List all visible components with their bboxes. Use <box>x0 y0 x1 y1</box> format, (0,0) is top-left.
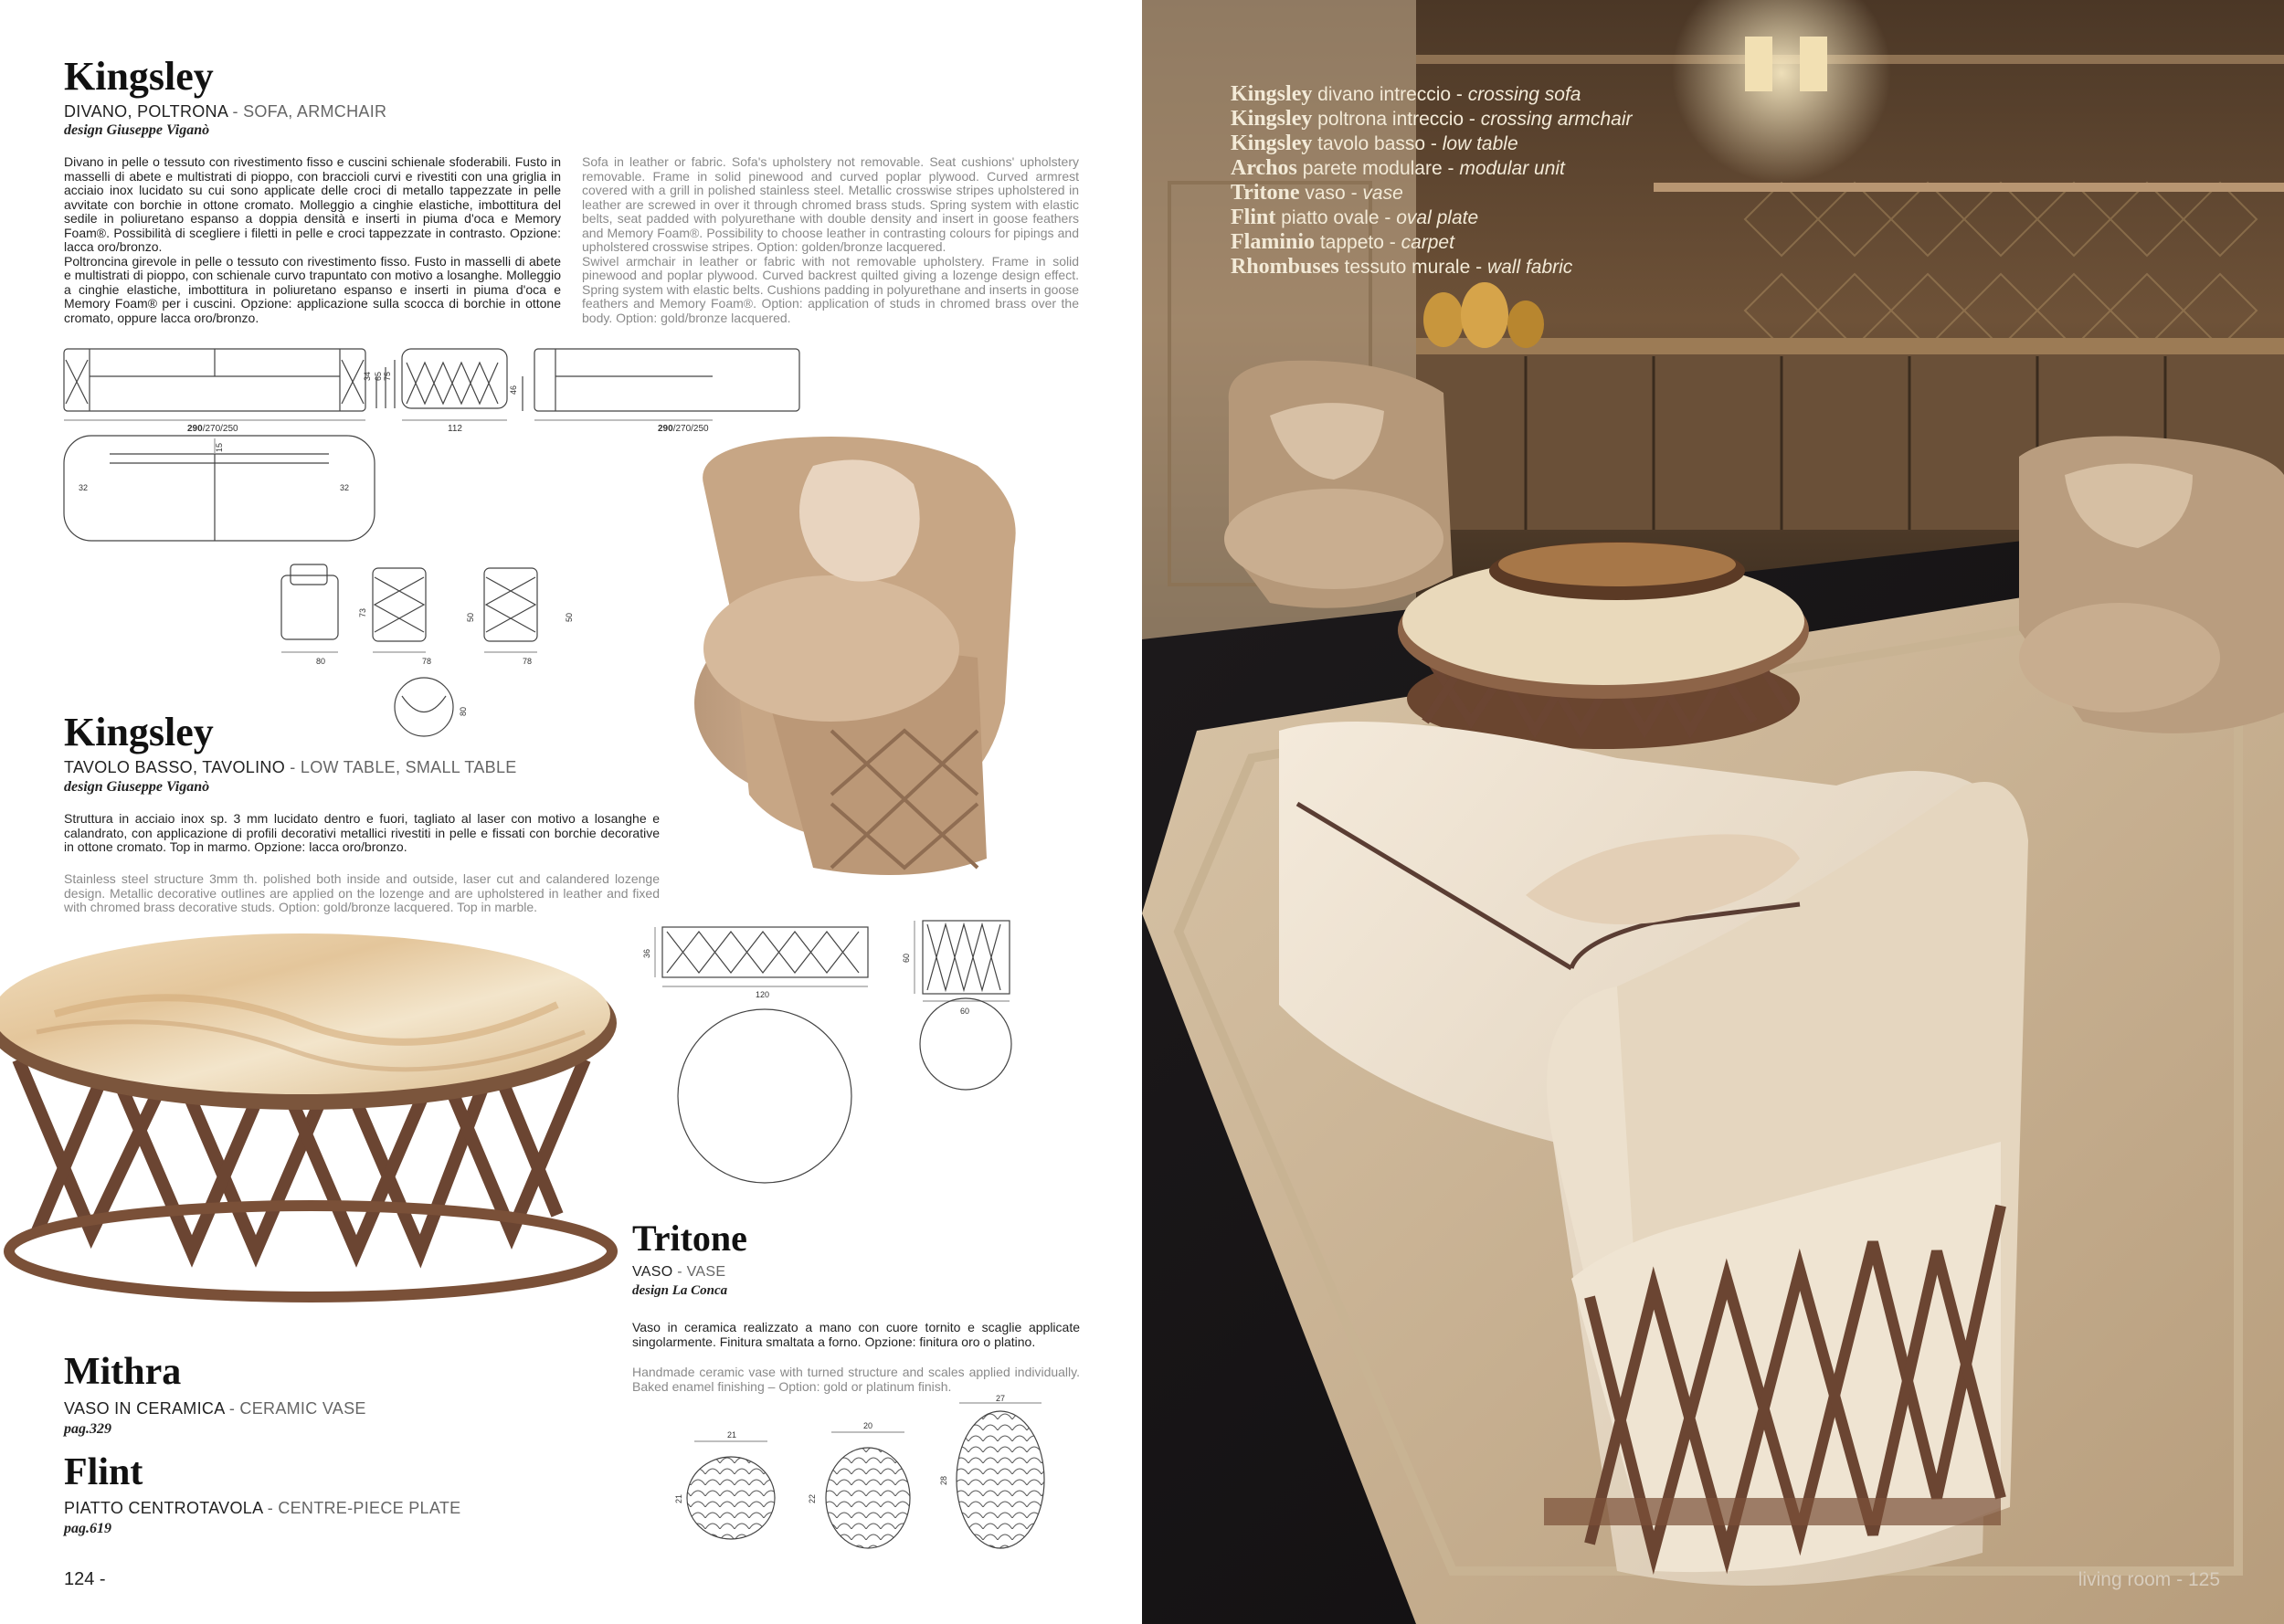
sofa-h3: 75 <box>383 371 392 381</box>
flint-title: Flint <box>64 1451 143 1493</box>
sofa-h4: 46 <box>509 385 518 395</box>
flint-page-ref[interactable]: pag.619 <box>64 1521 111 1536</box>
tritone-title: Tritone <box>632 1218 747 1259</box>
vase-3-w: 27 <box>996 1394 1006 1403</box>
tritone-text-it: Vaso in ceramica realizzato a mano con cuore tornito e scaglie applicate singolarmente. Finitura smaltata a forno. Opzione: finitura oro o platino. <box>632 1320 1080 1349</box>
caption-line: Archos parete modulare - modular unit <box>1231 156 1565 180</box>
sofa-width-b: 290/270/250 <box>658 424 709 434</box>
subtitle-sep: - <box>285 758 301 776</box>
subtitle-it: TAVOLO BASSO, TAVOLINO <box>64 758 285 776</box>
tritone-text-en: Handmade ceramic vase with turned structure and scales applied individually. Baked enamel finishing – Option: gold or platinum finish. <box>632 1365 1080 1394</box>
armchair-technical-drawings <box>274 559 585 742</box>
vase-2-h: 22 <box>808 1493 817 1503</box>
sofa-plan-arm-r: 32 <box>340 483 350 492</box>
kingsley-table-designer: design Giuseppe Viganò <box>64 779 210 795</box>
armchair-side-view-2 <box>484 568 537 641</box>
right-page-photo <box>1142 0 2284 1624</box>
subtitle-en: VASE <box>686 1264 726 1280</box>
armchair-plan-view <box>395 678 453 736</box>
small-table-h: 60 <box>902 953 911 963</box>
table-technical-drawings <box>635 913 1037 1224</box>
subtitle-it: PIATTO CENTROTAVOLA <box>64 1499 263 1517</box>
mithra-title: Mithra <box>64 1351 182 1393</box>
vase-1-h: 21 <box>674 1493 683 1503</box>
armchair-h-b: 50 <box>466 612 475 622</box>
subtitle-sep: - <box>224 1399 240 1418</box>
mithra-subtitle <box>64 1399 366 1418</box>
tritone-designer: design La Conca <box>632 1283 728 1298</box>
tritone-subtitle <box>632 1264 725 1281</box>
vase-1-w: 21 <box>727 1430 737 1439</box>
kingsley-sofa-text-en: Sofa in leather or fabric. Sofa's upholstery not removable. Seat cushions' upholstery removable. Frame in solid pinewood and curved poplar plywood. Curved armrest covered with a grill in polished stainless steel. Metallic crosswise stripes upholstered in leather are screwed in over it through chromed brass studs. Spring system with elastic belts, seat padded with polyurethane with double density and insert in goose feathers and Memory Foam®. Possibility to choose leather in contrasting colours for pipings and upholstered crosswise stripes. Option: golden/bronze lacquered. Swivel armchair in leather or fabric with not removable upholstery. Frame in solid pinewood and poplar plywood. Curved backrest quilted giving a lozenge design effect. Spring system with elastic belts. Cushions padding in polyurethane and inserts in goose feathers and Memory Foam®. Option: application of studs in chromed brass over the body. Option: gold/bronze lacquered. <box>582 154 1079 325</box>
armchair-w-side1: 78 <box>422 657 432 666</box>
caption-line: Flint piatto ovale - oval plate <box>1231 206 1479 229</box>
armchair-plan-dim: 80 <box>459 706 468 716</box>
caption-line: Flaminio tappeto - carpet <box>1231 230 1454 254</box>
vase-3-h: 28 <box>939 1475 948 1485</box>
subtitle-sep: - <box>227 102 244 121</box>
big-table-plan <box>678 1009 851 1183</box>
low-table-photo <box>0 923 630 1306</box>
subtitle-en: SOFA, ARMCHAIR <box>243 102 387 121</box>
caption-line: Tritone vaso - vase <box>1231 181 1403 205</box>
small-table-w: 60 <box>960 1007 970 1016</box>
right-page-number: living room - 125 <box>2078 1569 2220 1590</box>
armchair-w-front: 80 <box>316 657 326 666</box>
caption-line: Kingsley poltrona intreccio - crossing armchair <box>1231 107 1633 131</box>
armchair-side-view-1 <box>373 568 426 641</box>
vase-3 <box>957 1411 1044 1548</box>
big-table-w: 120 <box>756 990 770 999</box>
mithra-page-ref[interactable]: pag.329 <box>64 1421 111 1437</box>
kingsley-sofa-designer: design Giuseppe Viganò <box>64 122 210 138</box>
subtitle-en: CERAMIC VASE <box>239 1399 366 1418</box>
sofa-h2: 65 <box>374 371 383 381</box>
kingsley-sofa-text-it: Divano in pelle o tessuto con rivestimento fisso e cuscini schienale sfoderabili. Fusto in masselli di abete e multistrati di pioppo, con braccioli curvi e rivestiti con una griglia in acciaio inox lucidato su cui sono applicate delle croci di metallo tappezzate in pelle avvitate con borchie in ottone cromato. Molleggio a cinghie elastiche, imbottitura del sedile in poliuretano espanso a doppia densità e inserti in piuma d'oca e Memory Foam®. Possibilità di scegliere i filetti in pelle e croci tappezzate in contrasto. Opzione: lacca oro/bronzo. Poltroncina girevole in pelle o tessuto con rivestimento fisso. Fusto in masselli di abete e multistrati di pioppo, con schienale curvo trapuntato con motivo a losanghe. Molleggio a cinghie elastiche, imbottitura in poliuretano espanso e inserti in piuma d'oca e Memory Foam® per i cuscini. Opzione: applicazione sulla scocca di borchie in ottone cromato, oppure lacca oro/bronzo. <box>64 154 561 325</box>
sofa-plan-arm-l: 32 <box>79 483 89 492</box>
sofa-width-a: 290/270/250 <box>187 424 238 434</box>
armchair-h-c: 50 <box>565 612 574 622</box>
subtitle-sep: - <box>672 1264 687 1280</box>
vase-2 <box>826 1448 910 1548</box>
armchair-w-side2: 78 <box>523 657 533 666</box>
kingsley-sofa-subtitle <box>64 102 386 121</box>
photo-captions <box>1231 82 1632 279</box>
vase-2-w: 20 <box>863 1421 873 1430</box>
left-page-number: 124 - <box>64 1569 106 1589</box>
kingsley-table-text-en: Stainless steel structure 3mm th. polished both inside and outside, laser cut and calandered lozenge design. Metallic decorative outlines are applied on the lozenge and are upholstered in leather and fixed with chromed brass decorative studs. Option: gold/bronze lacquered. Top in marble. <box>64 871 660 914</box>
vase-technical-drawings <box>674 1394 1060 1553</box>
kingsley-table-title: Kingsley <box>64 710 214 754</box>
big-table-h: 36 <box>642 948 651 958</box>
kingsley-table-subtitle <box>64 758 517 777</box>
sofa-plan-depth: 15 <box>215 442 224 452</box>
subtitle-en: CENTRE-PIECE PLATE <box>278 1499 461 1517</box>
subtitle-it: VASO <box>632 1264 673 1280</box>
caption-line: Kingsley tavolo basso - low table <box>1231 132 1518 155</box>
flint-subtitle <box>64 1499 460 1518</box>
vase-1 <box>687 1457 775 1539</box>
armchair-h-a: 73 <box>358 607 367 617</box>
subtitle-sep: - <box>262 1499 279 1517</box>
kingsley-table-text-it: Struttura in acciaio inox sp. 3 mm lucidato dentro e fuori, tagliato al laser con motivo a losanghe e calandrato, con applicazione di profili decorativi metallici rivestiti in pelle e fissati con borchie decorative in ottone cromato. Top in marmo. Opzione: lacca oro/bronzo. <box>64 811 660 854</box>
caption-line: Kingsley divano intreccio - crossing sofa <box>1231 82 1581 106</box>
subtitle-it: VASO IN CERAMICA <box>64 1399 225 1418</box>
kingsley-sofa-title: Kingsley <box>64 54 214 99</box>
armchair-photo <box>676 429 1051 886</box>
subtitle-it: DIVANO, POLTRONA <box>64 102 228 121</box>
sofa-side-depth: 112 <box>448 424 462 434</box>
sofa-h1: 34 <box>363 371 372 381</box>
caption-line: Rhombuses tessuto murale - wall fabric <box>1231 255 1573 279</box>
subtitle-en: LOW TABLE, SMALL TABLE <box>300 758 517 776</box>
